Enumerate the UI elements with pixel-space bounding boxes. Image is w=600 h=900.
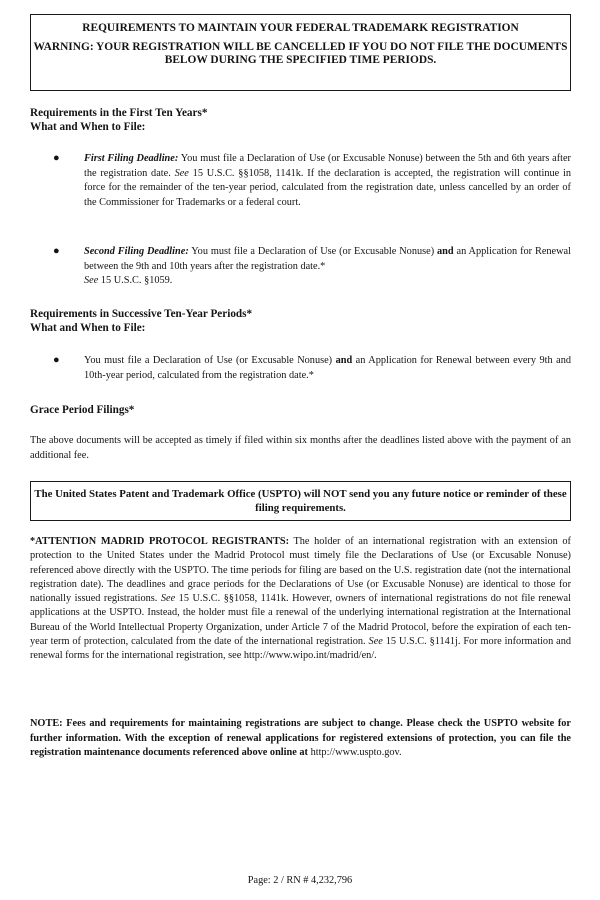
note-paragraph: NOTE: Fees and requirements for maintaining registrations are subject to change. Please check the USPTO website for further information. With the exception of renewal applications for registered extensions of protection, you can file the registration maintenance documents referenced above online at http://www.uspto.gov. xyxy=(30,718,571,759)
warning-box-warning: WARNING: YOUR REGISTRATION WILL BE CANCELLED IF YOU DO NOT FILE THE DOCUMENTS BELOW DURING THE SPECIFIED TIME PERIODS. xyxy=(33,41,568,66)
bullet-icon: ● xyxy=(53,354,60,366)
first-filing-lead: First Filing Deadline: xyxy=(84,153,179,164)
first-filing-paragraph: First Filing Deadline: You must file a Declaration of Use (or Excusable Nonuse) between the 5th and 6th years after the registration date. See 15 U.S.C. §§1058, 1141k. If the declaration is accepted, the registration will continue in force for the remainder of the ten-year period, calculated from the registration date, unless cancelled by an order of the Commissioner for Trademarks or a federal court. xyxy=(84,153,571,208)
uspto-url: http://www.uspto.gov. xyxy=(310,747,402,759)
page-footer: Page: 2 / RN # 4,232,796 xyxy=(247,875,353,886)
bullet-icon: ● xyxy=(53,245,60,257)
bullet-icon: ● xyxy=(53,152,60,164)
first-ten-subheading: What and When to File: xyxy=(30,121,146,133)
madrid-paragraph: *ATTENTION MADRID PROTOCOL REGISTRANTS: The holder of an international registration with an extension of protection to the United States under the Madrid Protocol must timely file the Declarations of Use (or Excusable Nonuse) referenced above directly with the USPTO. The time periods for filing are based on the U.S. registration date (not the international registration date). The deadlines and grace periods for the Declarations of Use (or Excusable Nonuse) are identical to those for nationally issued registrations. See 15 U.S.C. §§1058, 1141k. However, owners of international registrations do not file renewal applications at the USPTO. Instead, the holder must file a renewal of the underlying international registration at the International Bureau of the World Intellectual Property Organization, under Article 7 of the Madrid Protocol, before the expiration of each ten-year term of protection, calculated from the date of the international registration. See 15 U.S.C. §1141j. For more information and renewal forms for the international registration, see http://www.wipo.int/madrid/en/. xyxy=(30,536,571,662)
successive-paragraph: You must file a Declaration of Use (or Excusable Nonuse) and an Application for Renewal between every 9th and 10th-year period, calculated from the registration date.* xyxy=(84,355,571,381)
grace-heading: Grace Period Filings* xyxy=(30,404,135,416)
first-ten-heading: Requirements in the First Ten Years* xyxy=(30,107,208,119)
second-filing-paragraph: Second Filing Deadline: You must file a Declaration of Use (or Excusable Nonuse) and an Application for Renewal between the 9th and 10th years after the registration date.* See 15 U.S.C. §1059. xyxy=(84,246,571,287)
notice-text: The United States Patent and Trademark Office (USPTO) will NOT send you any future notice or reminder of these filing requirements. xyxy=(34,488,567,514)
madrid-heading: *ATTENTION MADRID PROTOCOL REGISTRANTS: xyxy=(30,536,290,547)
grace-paragraph: The above documents will be accepted as timely if filed within six months after the deadlines listed above with the payment of an additional fee. xyxy=(30,435,571,461)
second-filing-lead: Second Filing Deadline: xyxy=(84,246,189,257)
warning-box-title: REQUIREMENTS TO MAINTAIN YOUR FEDERAL TRADEMARK REGISTRATION xyxy=(82,22,519,34)
warning-box xyxy=(30,14,571,91)
successive-heading: Requirements in Successive Ten-Year Periods* xyxy=(30,308,253,320)
successive-subheading: What and When to File: xyxy=(30,322,146,334)
notice-box xyxy=(30,481,571,521)
